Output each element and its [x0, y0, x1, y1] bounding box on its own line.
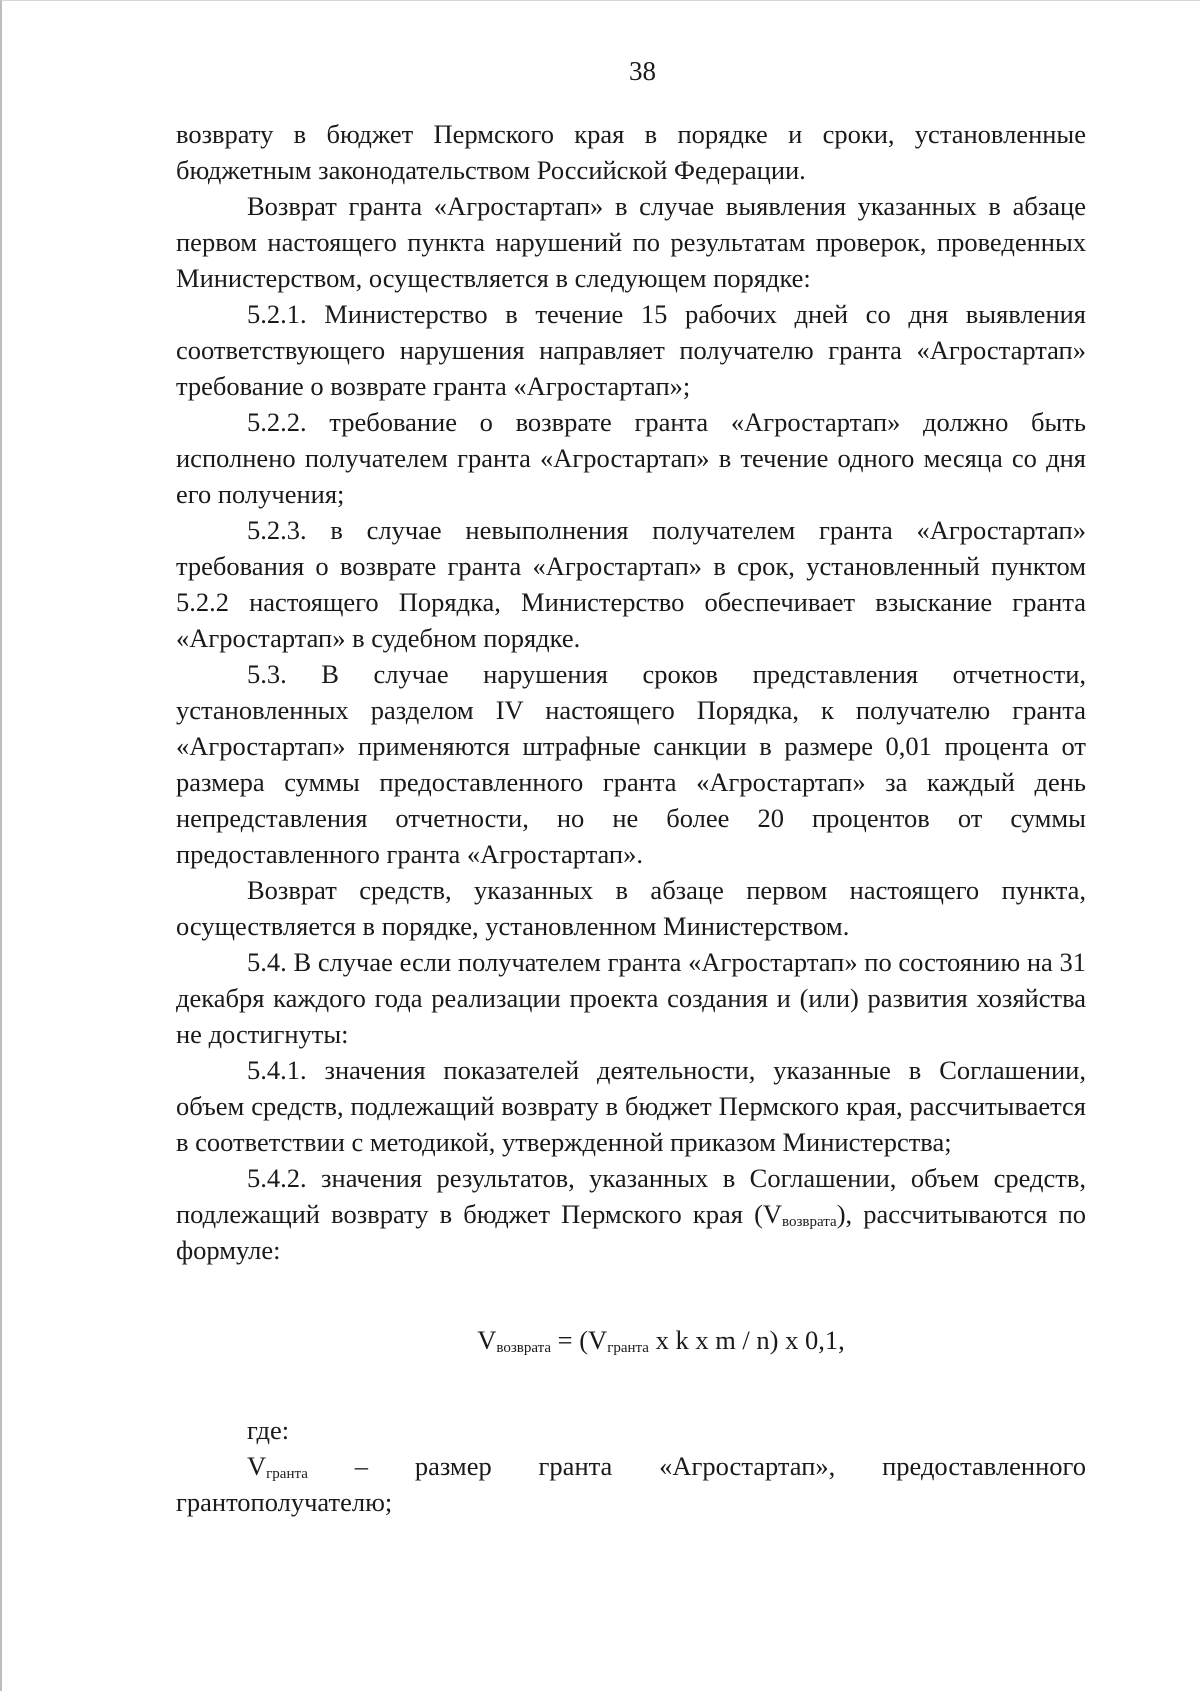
document-body: [176, 116, 1086, 1520]
formula-sub-granta: гранта: [607, 1340, 649, 1356]
def-text: – размер гранта «Агростартап», предоставленного грантополучателю;: [176, 1451, 1086, 1517]
paragraph-5-2-2: 5.2.2. требование о возврате гранта «Агростартап» должно быть исполнено получателем гранта «Агростартап» в течение одного месяца со дня его получения;: [176, 407, 1086, 509]
formula-sub-vozvrata: возврата: [496, 1340, 552, 1356]
p542-text-after: ), рассчитываются по формуле:: [176, 1199, 1086, 1265]
paragraph-5-4-1: 5.4.1. значения показателей деятельности, указанные в Соглашении, объем средств, подлежащий возврату в бюджет Пермского края, рассчитывается в соответствии с методикой, утвержденной приказом Министерства;: [176, 1055, 1086, 1157]
where-label: где:: [247, 1415, 290, 1445]
paragraph-refund-funds: Возврат средств, указанных в абзаце первом настоящего пункта, осуществляется в порядке, установленном Министерством.: [176, 875, 1086, 941]
formula-v1: V: [477, 1325, 497, 1355]
paragraph-5-4-2: [176, 1160, 1086, 1268]
def-v: V: [247, 1451, 267, 1481]
paragraph-continuation: возврату в бюджет Пермского края в порядке и сроки, установленные бюджетным законодательством Российской Федерации.: [176, 119, 1086, 185]
paragraph-5-4: 5.4. В случае если получателем гранта «Агростартап» по состоянию на 31 декабря каждого года реализации проекта создания и (или) развития хозяйства не достигнуты:: [176, 947, 1086, 1049]
p542-subscript: возврата: [782, 1214, 837, 1230]
formula: [176, 1322, 1086, 1358]
formula-mid: = (V: [551, 1325, 608, 1355]
paragraph-return-procedure: Возврат гранта «Агростартап» в случае выявления указанных в абзаце первом настоящего пункта нарушений по результатам проверок, проведенных Министерством, осуществляется в следующем порядке:: [176, 191, 1086, 293]
paragraph-5-3: 5.3. В случае нарушения сроков представления отчетности, установленных разделом IV настоящего Порядка, к получателю гранта «Агростартап» применяются штрафные санкции в размере 0,01 процента от размера суммы предоставленного гранта «Агростартап» за каждый день непредставления отчетности, но не более 20 процентов от суммы предоставленного гранта «Агростартап».: [176, 659, 1086, 869]
def-subscript: гранта: [266, 1466, 308, 1482]
p542-text-before: 5.4.2. значения результатов, указанных в Соглашении, объем средств, подлежащий возврату в бюджет Пермского края (V: [176, 1163, 1086, 1229]
definition-v-granta: [176, 1448, 1086, 1520]
paragraph-5-2-1: 5.2.1. Министерство в течение 15 рабочих дней со дня выявления соответствующего нарушения направляет получателю гранта «Агростартап» требование о возврате гранта «Агростартап»;: [176, 299, 1086, 401]
formula-end: x k x m / n) x 0,1,: [648, 1325, 845, 1355]
page-number: 38: [629, 56, 656, 86]
paragraph-5-2-3: 5.2.3. в случае невыполнения получателем гранта «Агростартап» требования о возврате гранта «Агростартап» в срок, установленный пунктом 5.2.2 настоящего Порядка, Министерство обеспечивает взыскание гранта «Агростартап» в судебном порядке.: [176, 515, 1086, 653]
